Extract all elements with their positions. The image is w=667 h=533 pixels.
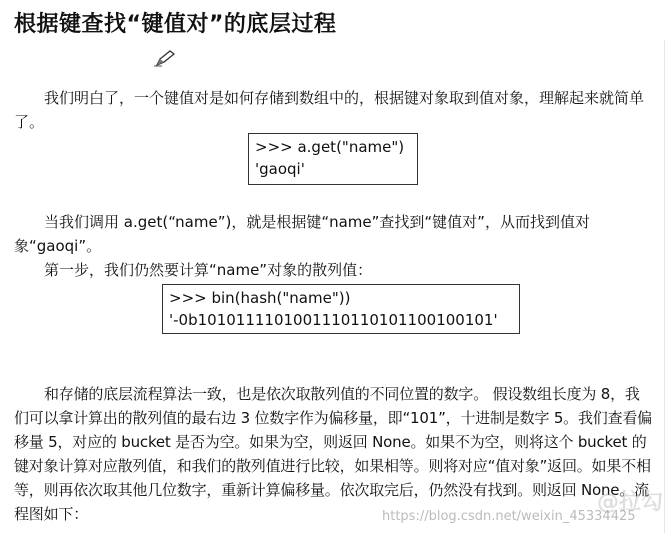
paragraph-step-one: 第一步，我们仍然要计算“name”对象的散列值： — [44, 261, 373, 279]
paragraph-intro: 我们明白了，一个键值对是如何存储到数组中的，根据键对象取到值对象，理解起来就简单了。 — [14, 89, 645, 131]
code-output: '-0b1010111101001110110101100100101' — [169, 311, 498, 329]
code-line: >>> a.get("name") — [255, 138, 405, 156]
code-output: 'gaoqi' — [255, 160, 305, 178]
watermark-logo: @拉勾 — [596, 490, 663, 515]
code-block-hash — [162, 284, 520, 334]
code-block-get — [248, 133, 418, 185]
paragraph-call-explain: 当我们调用 a.get(“name”)，就是根据键“name”查找到“键值对”，从而找到值对象“gaoqi”。 — [14, 213, 590, 255]
watermark-url: https://blog.csdn.net/weixin_45334425 — [382, 509, 636, 524]
paragraph-lookup-process: 和存储的底层流程算法一致，也是依次取散列值的不同位置的数字。 假设数组长度为 8，我们可以拿计算出的散列值的最右边 3 位数字作为偏移量，即“101”，十进制是数字 5。我们查看偏移量 5，对应的 bucket 是否为空。如果为空，则返回 None。如果不为空，则将这个 bucket 的键对象计算对应散列值，和我们的散列值进行比较，如果相等。则将对应“值对象”返回。如果不相等，则再依次取其他几位数字，重新计算偏移量。依次取完后，仍然没有找到。则返回 None。流程图如下： — [14, 385, 652, 523]
code-line: >>> bin(hash("name")) — [169, 289, 351, 307]
pen-cursor-icon — [154, 48, 178, 68]
page-heading: 根据键查找“键值对”的底层过程 — [14, 12, 337, 37]
page-edge-divider — [664, 40, 665, 533]
